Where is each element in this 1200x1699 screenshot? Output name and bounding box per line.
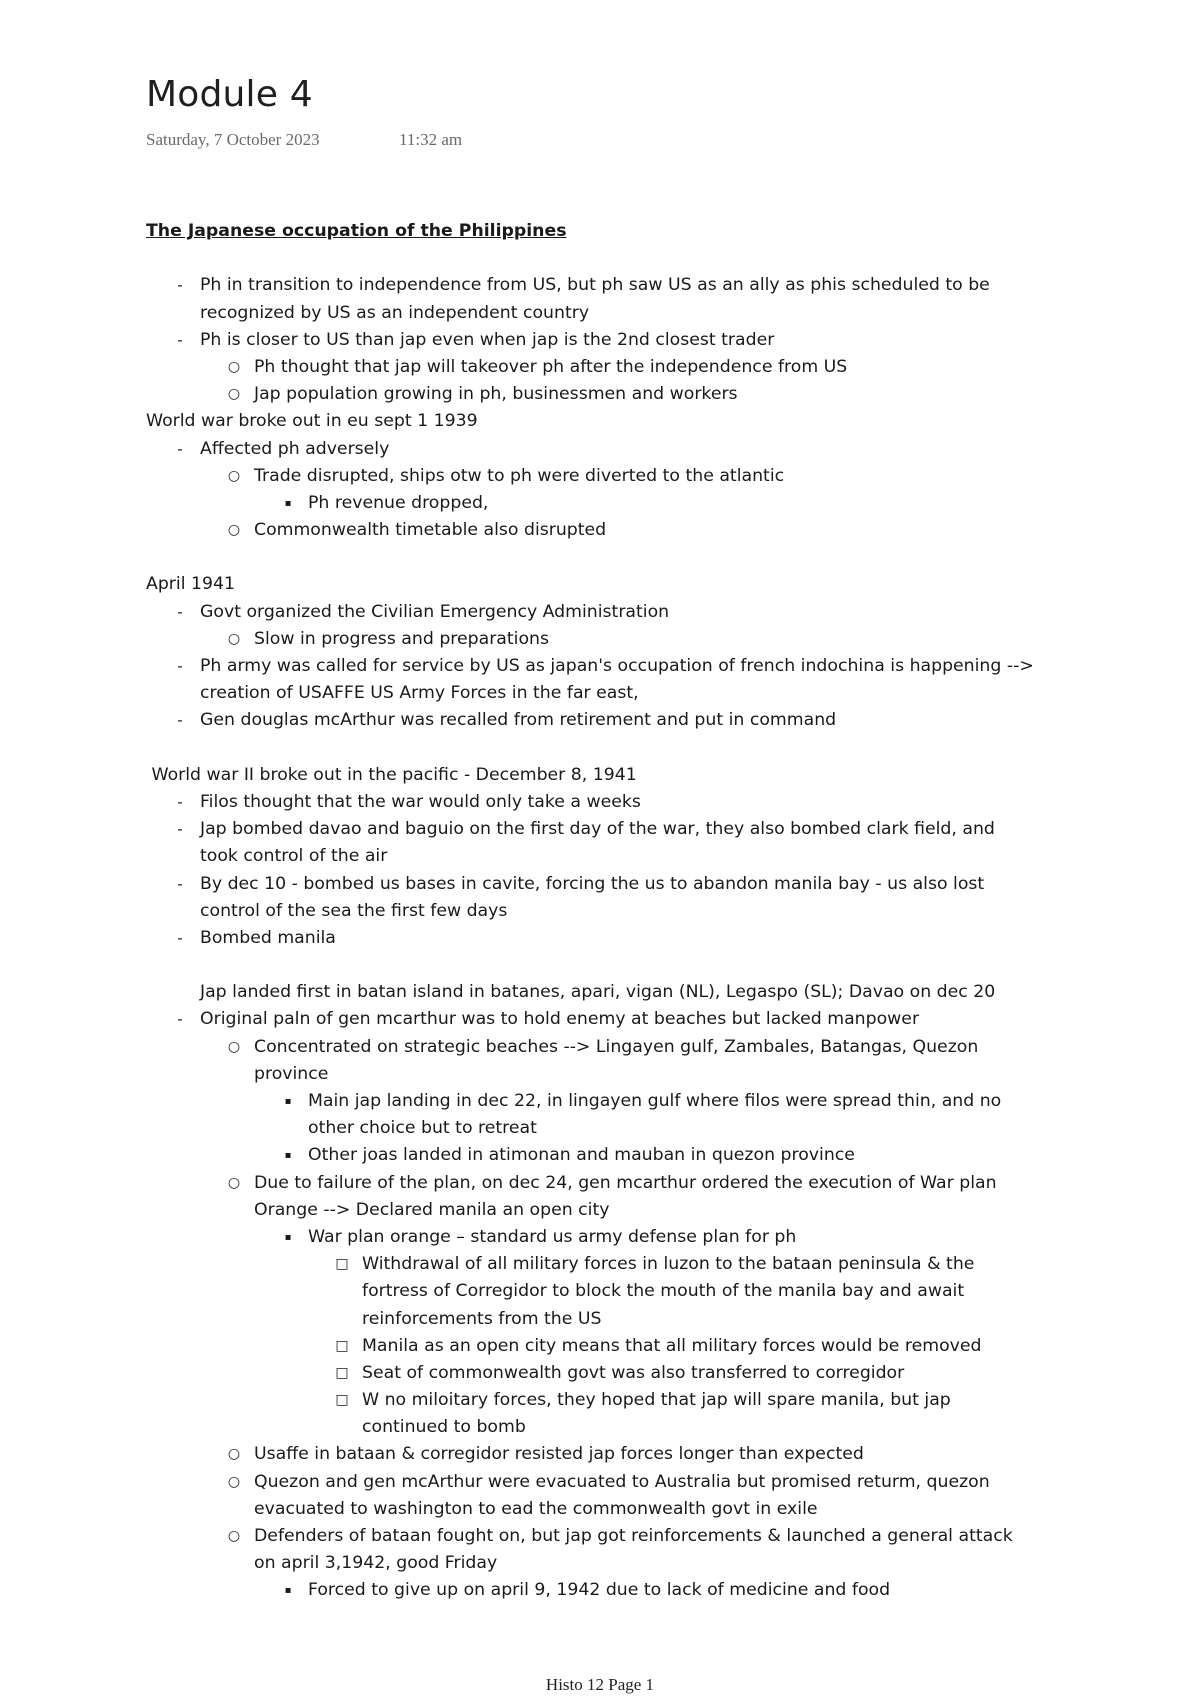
bullet-item — [146, 354, 1106, 381]
blank-line — [146, 952, 1106, 979]
line-text: Commonwealth timetable also disrupted — [254, 520, 607, 541]
bullet-item — [146, 272, 1106, 299]
square-bullet-icon: ▪ — [284, 1150, 292, 1162]
line-text: Ph army was called for service by US as japan's occupation of french indochina is happening --> — [200, 656, 1034, 676]
line-text: recognized by US as an independent country — [200, 302, 590, 323]
bullet-item — [146, 1006, 1106, 1033]
page-title: Module 4 — [146, 74, 313, 115]
bullet-item — [146, 1333, 1106, 1360]
circle-bullet-icon: ○ — [227, 1174, 241, 1191]
bullet-continuation — [146, 1061, 1106, 1088]
bullet-continuation — [146, 1496, 1106, 1523]
bullet-item — [146, 436, 1106, 463]
dash-bullet-icon: - — [177, 928, 183, 947]
bullet-item — [146, 653, 1106, 680]
bullet-item — [146, 1224, 1106, 1251]
bullet-item — [146, 1088, 1106, 1115]
blank-line — [146, 544, 1106, 571]
line-text: April 1941 — [146, 574, 235, 595]
bullet-item — [146, 1469, 1106, 1496]
bullet-item — [146, 871, 1106, 898]
circle-bullet-icon: ○ — [227, 1473, 241, 1490]
line-text: Govt organized the Civilian Emergency Administration — [200, 601, 670, 622]
bullet-item — [146, 1577, 1106, 1604]
bullet-item — [146, 1360, 1106, 1387]
dash-bullet-icon: - — [177, 792, 183, 811]
bullet-item — [146, 517, 1106, 544]
bullet-item — [146, 1251, 1106, 1278]
line-text: took control of the air — [200, 846, 388, 867]
line-text: Ph is closer to US than jap even when jap is the 2nd closest trader — [200, 329, 775, 350]
line-text: Jap population growing in ph, businessmen and workers — [254, 384, 738, 405]
bullet-item — [146, 816, 1106, 843]
line-text: Ph revenue dropped, — [308, 492, 489, 513]
line-text: Gen douglas mcArthur was recalled from retirement and put in command — [200, 710, 837, 731]
bullet-item — [146, 626, 1106, 653]
note-paragraph — [146, 571, 1106, 598]
square-bullet-icon: ▪ — [284, 1231, 292, 1243]
bullet-item — [146, 599, 1106, 626]
circle-bullet-icon: ○ — [227, 522, 241, 539]
line-text: Trade disrupted, ships otw to ph were diverted to the atlantic — [254, 465, 785, 486]
checkbox-bullet-icon: □ — [335, 1256, 349, 1273]
dash-bullet-icon: - — [177, 1010, 183, 1029]
dash-bullet-icon: - — [177, 657, 183, 675]
circle-bullet-icon: ○ — [227, 1446, 241, 1463]
blank-line — [146, 735, 1106, 762]
square-bullet-icon: ▪ — [284, 497, 292, 509]
dash-bullet-icon: - — [177, 711, 183, 730]
line-text: other choice but to retreat — [308, 1118, 537, 1139]
bullet-item — [146, 1034, 1106, 1061]
dash-bullet-icon: - — [177, 439, 183, 458]
line-text: reinforcements from the US — [362, 1308, 602, 1329]
bullet-item — [146, 925, 1106, 952]
line-text: creation of USAFFE US Army Forces in the far east, — [200, 683, 639, 704]
line-text: Jap bombed davao and baguio on the first day of the war, they also bombed clark field, and — [200, 819, 995, 840]
bullet-item — [146, 490, 1106, 517]
line-text: Withdrawal of all military forces in luzon to the bataan peninsula & the — [362, 1254, 975, 1275]
line-text: Seat of commonwealth govt was also transferred to corregidor — [362, 1362, 905, 1383]
line-text: Orange --> Declared manila an open city — [254, 1199, 610, 1220]
bullet-item — [146, 1170, 1106, 1197]
dash-bullet-icon: - — [177, 276, 183, 295]
square-bullet-icon: ▪ — [284, 1096, 292, 1107]
line-text: W no miloitary forces, they hoped that jap will spare manila, but jap — [362, 1390, 951, 1411]
line-text: Due to failure of the plan, on dec 24, gen mcarthur ordered the execution of War plan — [254, 1172, 997, 1193]
note-paragraph — [146, 762, 1106, 789]
line-text: Original paln of gen mcarthur was to hold enemy at beaches but lacked manpower — [200, 1009, 920, 1030]
bullet-continuation — [146, 979, 1106, 1006]
bullet-continuation — [146, 680, 1106, 707]
bullet-continuation — [146, 1278, 1106, 1305]
line-text: Other joas landed in atimonan and mauban in quezon province — [308, 1145, 855, 1166]
line-text: The Japanese occupation of the Philippines — [146, 221, 567, 241]
line-text: province — [254, 1063, 329, 1084]
bullet-item — [146, 463, 1106, 490]
checkbox-bullet-icon: □ — [335, 1364, 349, 1381]
page-date: Saturday, 7 October 2023 — [146, 130, 320, 149]
bullet-continuation — [146, 1414, 1106, 1441]
dash-bullet-icon: - — [177, 820, 183, 839]
bullet-continuation — [146, 1115, 1106, 1142]
line-text: Concentrated on strategic beaches --> Lingayen gulf, Zambales, Batangas, Quezon — [254, 1036, 979, 1057]
line-text: Bombed manila — [200, 927, 336, 948]
circle-bullet-icon: ○ — [227, 386, 241, 403]
line-text: on april 3,1942, good Friday — [254, 1553, 498, 1574]
line-text: Main jap landing in dec 22, in lingayen gulf where filos were spread thin, and no — [308, 1091, 1002, 1111]
line-text: Ph thought that jap will takeover ph after the independence from US — [254, 356, 848, 377]
dash-bullet-icon: - — [177, 330, 183, 349]
bullet-continuation — [146, 898, 1106, 925]
section-heading — [146, 218, 1106, 245]
line-text: fortress of Corregidor to block the mouth of the manila bay and await — [362, 1281, 965, 1302]
bullet-item — [146, 707, 1106, 734]
bullet-continuation — [146, 300, 1106, 327]
circle-bullet-icon: ○ — [227, 358, 241, 375]
line-text: World war II broke out in the pacific - December 8, 1941 — [146, 764, 637, 785]
page-footer: Histo 12 Page 1 — [545, 1675, 655, 1694]
bullet-item — [146, 1387, 1106, 1414]
line-text: World war broke out in eu sept 1 1939 — [146, 411, 478, 432]
line-text: War plan orange – standard us army defense plan for ph — [308, 1226, 797, 1247]
page-time: 11:32 am — [399, 130, 463, 149]
bullet-item — [146, 789, 1106, 816]
line-text: Slow in progress and preparations — [254, 628, 550, 649]
line-text: control of the sea the first few days — [200, 900, 508, 921]
line-text: Defenders of bataan fought on, but jap got reinforcements & launched a general attack — [254, 1526, 1013, 1546]
bullet-item — [146, 1142, 1106, 1169]
checkbox-bullet-icon: □ — [335, 1337, 349, 1354]
line-text: Manila as an open city means that all military forces would be removed — [362, 1335, 982, 1356]
note-content — [146, 218, 1106, 1605]
line-text: Ph in transition to independence from US, but ph saw US as an ally as phis scheduled to be — [200, 275, 990, 296]
bullet-continuation — [146, 843, 1106, 870]
circle-bullet-icon: ○ — [227, 1038, 241, 1055]
line-text: evacuated to washington to ead the commonwealth govt in exile — [254, 1498, 818, 1519]
bullet-item — [146, 1523, 1106, 1550]
line-text: Jap landed first in batan island in batanes, apari, vigan (NL), Legaspo (SL); Davao on dec 20 — [200, 982, 996, 1003]
bullet-continuation — [146, 1197, 1106, 1224]
line-text: continued to bomb — [362, 1417, 526, 1438]
bullet-item — [146, 1441, 1106, 1468]
note-paragraph — [146, 408, 1106, 435]
bullet-item — [146, 381, 1106, 408]
bullet-continuation — [146, 1550, 1106, 1577]
line-text: By dec 10 - bombed us bases in cavite, forcing the us to abandon manila bay - us also lost — [200, 873, 985, 894]
bullet-item — [146, 327, 1106, 354]
dash-bullet-icon: - — [177, 874, 183, 893]
line-text: Forced to give up on april 9, 1942 due to lack of medicine and food — [308, 1580, 891, 1601]
line-text: Quezon and gen mcArthur were evacuated to Australia but promised returm, quezon — [254, 1471, 990, 1492]
line-text: Affected ph adversely — [200, 438, 390, 459]
blank-line — [146, 245, 1106, 272]
circle-bullet-icon: ○ — [227, 1528, 241, 1544]
line-text: Usaffe in bataan & corregidor resisted jap forces longer than expected — [254, 1444, 864, 1465]
circle-bullet-icon: ○ — [227, 630, 241, 647]
line-text: Filos thought that the war would only take a weeks — [200, 791, 641, 812]
bullet-continuation — [146, 1306, 1106, 1333]
circle-bullet-icon: ○ — [227, 467, 241, 484]
dash-bullet-icon: - — [177, 602, 183, 621]
checkbox-bullet-icon: □ — [335, 1392, 349, 1409]
square-bullet-icon: ▪ — [284, 1585, 292, 1597]
